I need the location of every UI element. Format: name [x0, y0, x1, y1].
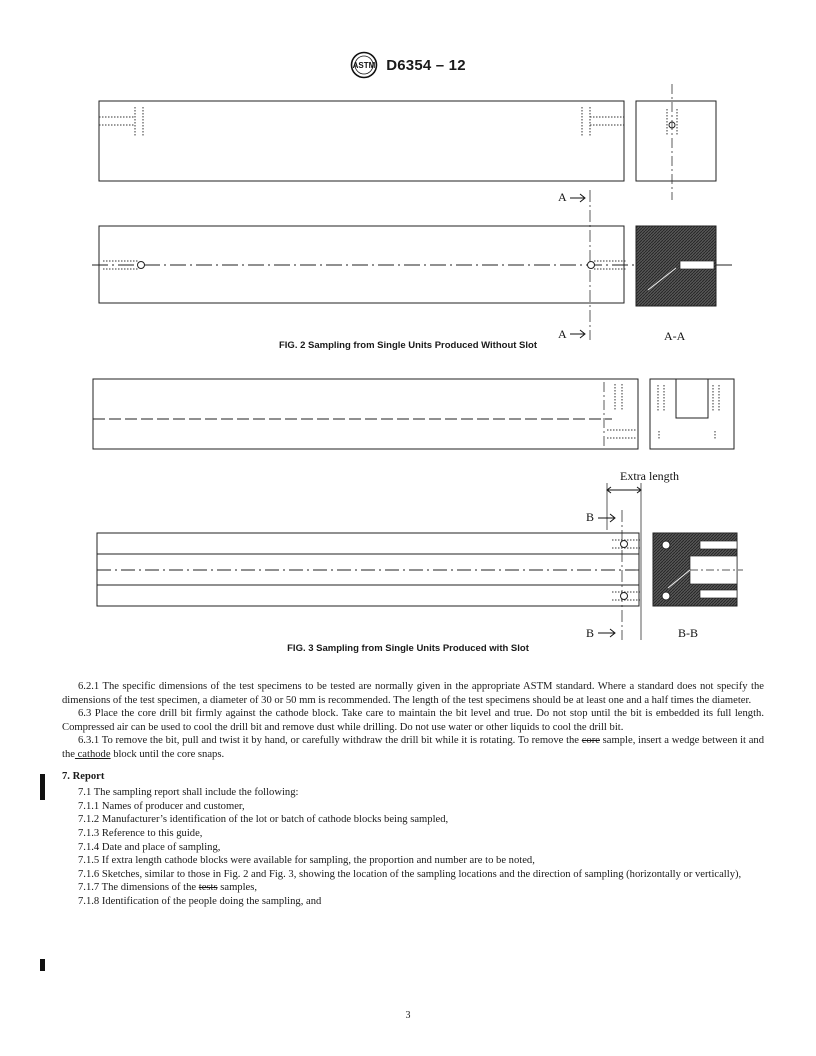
document-designation: D6354 – 12 [386, 56, 466, 74]
fig3-cut-label-top: B [586, 510, 595, 524]
page-number: 3 [405, 1010, 411, 1021]
deleted-text: tests [198, 882, 218, 894]
paragraph-7-1-5: 7.1.5 If extra length cathode blocks were available for sampling, the proportion and number are to be noted, [78, 855, 535, 867]
fig2-cut-label-bottom: A [558, 327, 567, 341]
fig3-bottom-hole-top [621, 541, 628, 548]
inserted-text: cathode [74, 748, 111, 760]
fig2-cut-label-top: A [558, 190, 567, 204]
section-7-heading: 7. Report [62, 770, 105, 782]
change-bar [40, 774, 45, 800]
fig3-bottom-hole-bottom [621, 593, 628, 600]
body-text [62, 680, 764, 909]
fig2-section-label: A-A [664, 329, 686, 343]
paragraph-7-1-2: 7.1.2 Manufacturer’s identification of the lot or batch of cathode blocks being sampled, [78, 814, 449, 826]
fig3-top-block [93, 379, 638, 449]
paragraph-7-1-7: 7.1.7 The dimensions of the tests samples, [78, 882, 258, 894]
fig3-end-view [650, 379, 734, 449]
figure-3-caption: FIG. 3 Sampling from Single Units Produced with Slot [287, 643, 529, 654]
fig3-bottom-block [97, 533, 639, 606]
figure-2-caption: FIG. 2 Sampling from Single Units Produced Without Slot [278, 340, 537, 351]
paragraph-6-3-1: 6.3.1 To remove the bit, pull and twist it by hand, or carefully withdraw the drill bit while it is rotating. To remove the core sample, insert a wedge between it and the cathode block until the core snaps. [62, 735, 764, 760]
paragraph-7-1-3: 7.1.3 Reference to this guide, [78, 827, 203, 839]
paragraph-7-1-1: 7.1.1 Names of producer and customer, [78, 800, 245, 812]
paragraph-6-2-1: 6.2.1 The specific dimensions of the test specimens to be tested are normally given in the appropriate ASTM standard. Where a standard does not specify the dimensions of the test specimen, a diameter of 30 or 50 mm is recommended. The length of the test specimens should be at least one and a half times the diameter. [62, 681, 764, 706]
fig3-section-label: B-B [678, 626, 699, 640]
paragraph-7-1-6: 7.1.6 Sketches, similar to those in Fig. 2 and Fig. 3, showing the location of the sampling locations and the direction of sampling (horizontally or vertically), [78, 868, 742, 880]
svg-text:ASTM: ASTM [352, 61, 376, 70]
fig3-cut-label-bottom: B [586, 626, 595, 640]
paragraph-7-1-8: 7.1.8 Identification of the people doing the sampling, and [78, 895, 322, 907]
fig3-extra-length-label: Extra length [620, 469, 679, 483]
paragraph-7-1-4: 7.1.4 Date and place of sampling, [78, 841, 221, 853]
paragraph-7-1: 7.1 The sampling report shall include the following: [78, 787, 299, 799]
deleted-text: core [581, 735, 600, 747]
fig3-extra-length-dimension [607, 487, 641, 493]
change-bar [40, 959, 45, 971]
paragraph-6-3: 6.3 Place the core drill bit firmly against the cathode block. Take care to maintain the bit level and true. Do not stop until the bit is embedded its full length. Compressed air can be used to cool the drill bit and remove dust while drilling. Do not use water or other liquids to cool the drill bit. [62, 708, 764, 733]
